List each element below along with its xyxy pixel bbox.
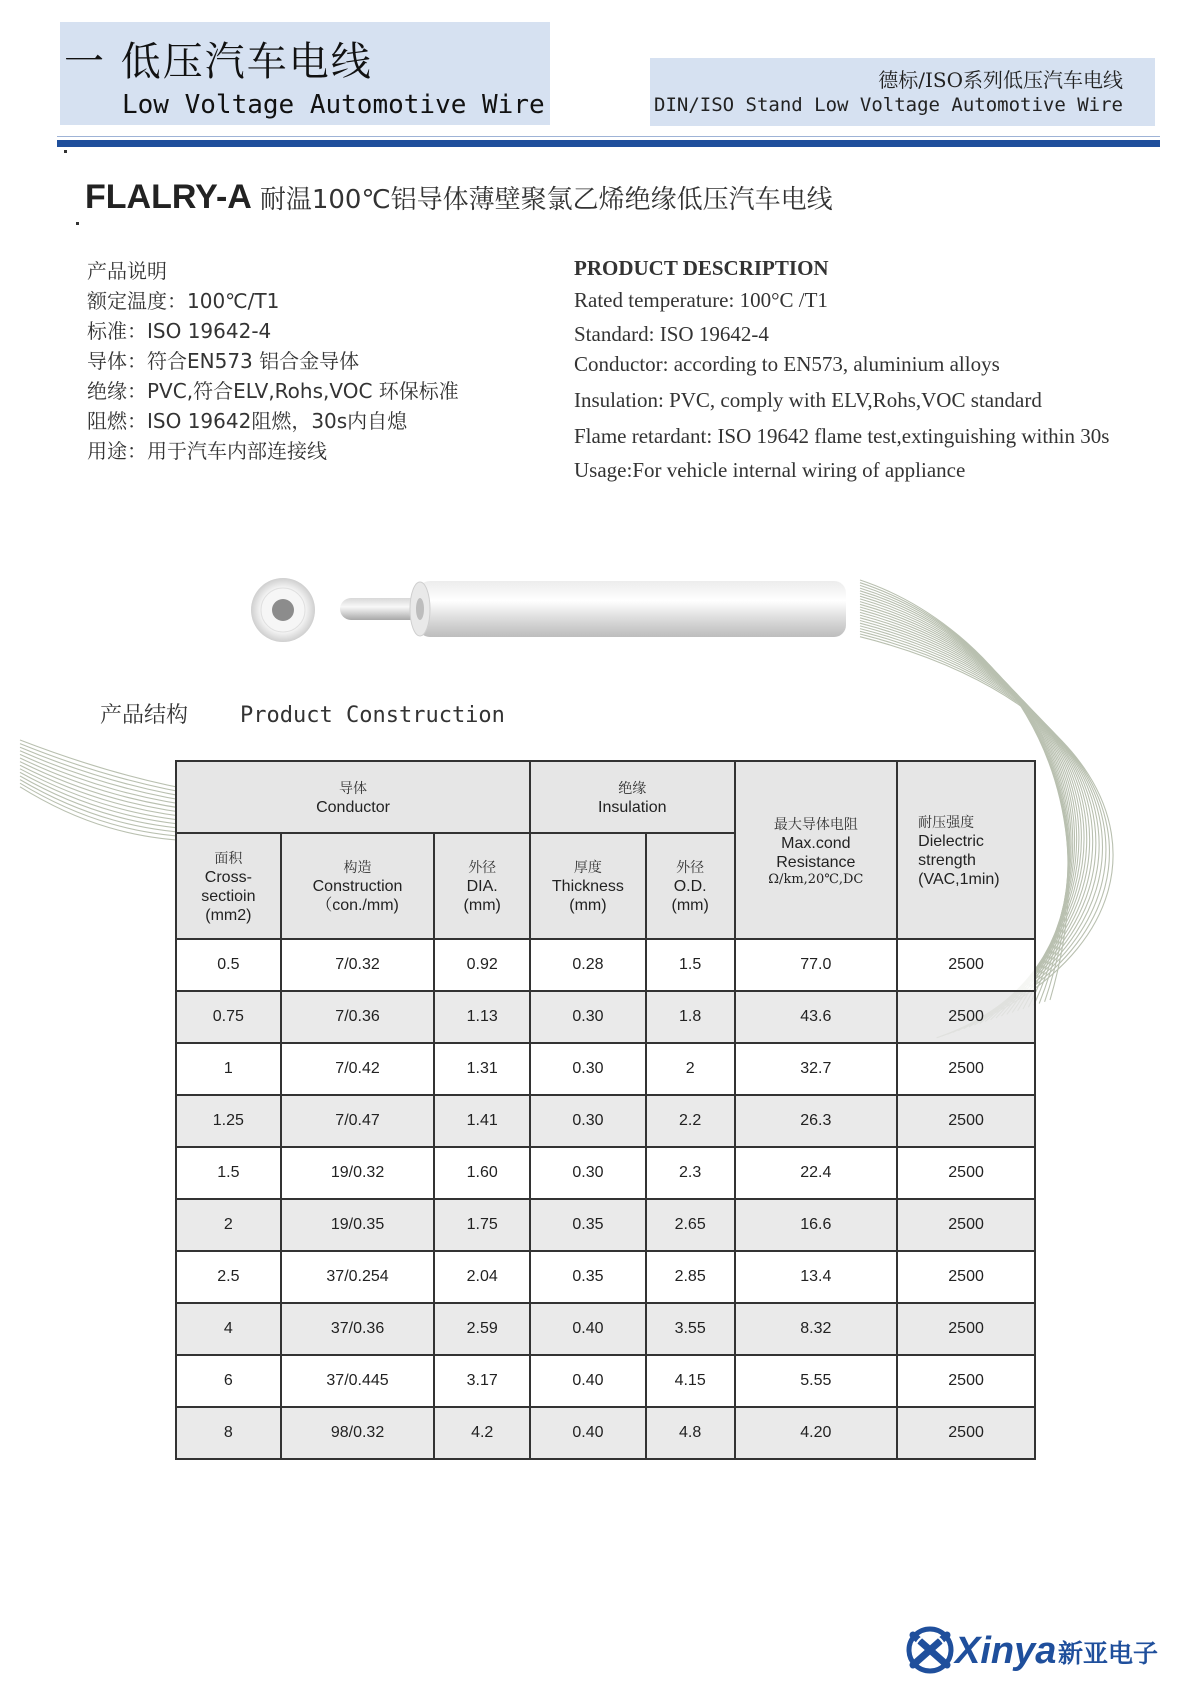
cell-od: 4.15: [646, 1355, 735, 1407]
cell-dielectric: 2500: [897, 1095, 1035, 1147]
header-area-en: sectioin: [201, 887, 256, 905]
table-row: [176, 1199, 1035, 1251]
header-series-box: [650, 58, 1155, 126]
header-dia: [434, 833, 530, 939]
header-construction-unit: （con./mm): [316, 897, 399, 914]
header-construction-zh: 构造: [343, 860, 372, 876]
construction-label-zh: 产品结构: [100, 703, 189, 728]
cell-thickness: 0.30: [530, 991, 646, 1043]
header-resistance: [735, 761, 898, 939]
cell-construction: 98/0.32: [281, 1407, 435, 1459]
cell-thickness: 0.40: [530, 1303, 646, 1355]
description-en-line: Rated temperature: 100°C /T1: [574, 288, 828, 312]
table-row: [176, 1251, 1035, 1303]
header-conductor-en: Conductor: [316, 798, 390, 816]
table-row: [176, 1147, 1035, 1199]
header-thickness-zh: 厚度: [573, 860, 602, 876]
cell-dielectric: 2500: [897, 1043, 1035, 1095]
construction-label-en: Product Construction: [240, 703, 505, 728]
header-dia-zh: 外径: [468, 860, 497, 876]
cell-thickness: 0.35: [530, 1199, 646, 1251]
header-resistance-unit: Ω/km,20℃,DC: [768, 871, 864, 887]
header-dia-en: DIA.: [466, 878, 498, 895]
cell-od: 2.3: [646, 1147, 735, 1199]
product-title: [85, 178, 833, 217]
cell-resistance: 77.0: [735, 939, 898, 991]
cell-thickness: 0.28: [530, 939, 646, 991]
description-zh-line: 绝缘：PVC,符合ELV,Rohs,VOC 环保标准: [87, 379, 459, 403]
speck: [76, 222, 79, 225]
wire-side-view: [340, 581, 846, 637]
header-series-en: DIN/ISO Stand Low Voltage Automotive Wire: [654, 94, 1123, 116]
cell-dia: 4.2: [434, 1407, 530, 1459]
header-dielectric-en: (VAC,1min): [918, 870, 1000, 888]
cell-resistance: 4.20: [735, 1407, 898, 1459]
cell-thickness: 0.30: [530, 1147, 646, 1199]
description-zh-line: 阻燃：ISO 19642阻燃，30s内自熄: [87, 409, 408, 433]
cell-od: 3.55: [646, 1303, 735, 1355]
header-construction: [281, 833, 435, 939]
cell-area: 1: [176, 1043, 281, 1095]
cell-dielectric: 2500: [897, 1407, 1035, 1459]
wire-illustration: [250, 565, 870, 655]
cell-thickness: 0.30: [530, 1043, 646, 1095]
cell-resistance: 8.32: [735, 1303, 898, 1355]
cell-od: 1.8: [646, 991, 735, 1043]
cell-dia: 0.92: [434, 939, 530, 991]
cell-dia: 1.60: [434, 1147, 530, 1199]
cell-area: 2: [176, 1199, 281, 1251]
header-area: [176, 833, 281, 939]
xinya-logo: [905, 1625, 1165, 1675]
header-conductor-zh: 导体: [339, 780, 368, 797]
cell-thickness: 0.30: [530, 1095, 646, 1147]
header-resistance-en: Resistance: [776, 853, 856, 871]
header-construction-en: Construction: [312, 878, 403, 895]
header-resistance-en: Max.cond: [781, 834, 851, 852]
header-area-zh: 面积: [214, 850, 243, 867]
cell-dia: 3.17: [434, 1355, 530, 1407]
description-en-heading: PRODUCT DESCRIPTION: [574, 256, 829, 280]
description-zh-line: 额定温度：100℃/T1: [87, 289, 280, 313]
cell-area: 8: [176, 1407, 281, 1459]
cell-dielectric: 2500: [897, 1251, 1035, 1303]
table-header-row-1: [176, 761, 1035, 833]
cell-resistance: 32.7: [735, 1043, 898, 1095]
cell-thickness: 0.35: [530, 1251, 646, 1303]
description-en-line: Insulation: PVC, comply with ELV,Rohs,VOC standard: [574, 388, 1042, 412]
description-en-line: Standard: ISO 19642-4: [574, 322, 769, 346]
cell-resistance: 22.4: [735, 1147, 898, 1199]
description-zh-line: 产品说明: [87, 259, 167, 283]
table-row: [176, 1095, 1035, 1147]
logo-brand-zh: 新亚电子: [1058, 1639, 1159, 1668]
header-area-unit: (mm2): [205, 906, 252, 924]
cell-construction: 37/0.36: [281, 1303, 435, 1355]
header-thin-rule: [57, 136, 1160, 137]
cell-construction: 37/0.445: [281, 1355, 435, 1407]
header-dielectric-en: strength: [918, 851, 976, 869]
table-row: [176, 939, 1035, 991]
header-od-unit: (mm): [671, 897, 709, 914]
cell-resistance: 43.6: [735, 991, 898, 1043]
cell-area: 0.5: [176, 939, 281, 991]
cell-resistance: 26.3: [735, 1095, 898, 1147]
cell-dia: 1.31: [434, 1043, 530, 1095]
wire-cross-section: [251, 578, 315, 642]
cell-construction: 37/0.254: [281, 1251, 435, 1303]
cell-od: 2: [646, 1043, 735, 1095]
cell-dielectric: 2500: [897, 939, 1035, 991]
cell-construction: 7/0.32: [281, 939, 435, 991]
header-resistance-zh: 最大导体电阻: [773, 816, 858, 833]
header-od: [646, 833, 735, 939]
header-rule: [57, 140, 1160, 147]
logo-brand-en: Xinya: [955, 1630, 1057, 1672]
cell-construction: 19/0.32: [281, 1147, 435, 1199]
header-insulation: [530, 761, 734, 833]
cell-od: 1.5: [646, 939, 735, 991]
cell-area: 4: [176, 1303, 281, 1355]
description-en-line: Conductor: according to EN573, aluminium alloys: [574, 352, 1000, 376]
header-insulation-zh: 绝缘: [618, 780, 647, 797]
header-insulation-en: Insulation: [598, 798, 667, 816]
header-series-zh: 德标/ISO系列低压汽车电线: [878, 68, 1123, 92]
cell-thickness: 0.40: [530, 1355, 646, 1407]
spec-table-body: [176, 939, 1035, 1459]
cell-od: 4.8: [646, 1407, 735, 1459]
header-conductor: [176, 761, 530, 833]
cell-dielectric: 2500: [897, 1147, 1035, 1199]
description-zh: [87, 256, 459, 466]
table-row: [176, 1043, 1035, 1095]
speck: [64, 150, 67, 153]
cell-construction: 7/0.42: [281, 1043, 435, 1095]
cell-area: 1.25: [176, 1095, 281, 1147]
header-title-box: [60, 22, 550, 125]
header-dielectric: [897, 761, 1035, 939]
table-row: [176, 1407, 1035, 1459]
header-dia-unit: (mm): [463, 897, 501, 914]
header-area-en: Cross-: [204, 868, 252, 886]
cell-construction: 19/0.35: [281, 1199, 435, 1251]
cell-dia: 2.59: [434, 1303, 530, 1355]
cell-construction: 7/0.47: [281, 1095, 435, 1147]
cell-od: 2.2: [646, 1095, 735, 1147]
header-thickness-unit: (mm): [569, 897, 607, 914]
cell-construction: 7/0.36: [281, 991, 435, 1043]
description-zh-line: 标准：ISO 19642-4: [87, 319, 272, 343]
header-od-en: O.D.: [673, 878, 707, 895]
cell-od: 2.65: [646, 1199, 735, 1251]
cell-resistance: 5.55: [735, 1355, 898, 1407]
cell-resistance: 16.6: [735, 1199, 898, 1251]
table-row: [176, 1303, 1035, 1355]
cell-dielectric: 2500: [897, 1199, 1035, 1251]
description-zh-line: 导体：符合EN573 铝合金导体: [87, 349, 360, 373]
cell-thickness: 0.40: [530, 1407, 646, 1459]
construction-heading: [100, 698, 505, 729]
cell-resistance: 13.4: [735, 1251, 898, 1303]
cell-dielectric: 2500: [897, 1303, 1035, 1355]
product-name-zh: 耐温100℃铝导体薄壁聚氯乙烯绝缘低压汽车电线: [259, 185, 833, 215]
cell-dia: 1.13: [434, 991, 530, 1043]
cell-od: 2.85: [646, 1251, 735, 1303]
description-zh-line: 用途：用于汽车内部连接线: [87, 439, 327, 463]
header-thickness: [530, 833, 646, 939]
cell-dielectric: 2500: [897, 991, 1035, 1043]
cell-dielectric: 2500: [897, 1355, 1035, 1407]
header-dielectric-zh: 耐压强度: [918, 814, 975, 831]
table-row: [176, 1355, 1035, 1407]
description-en-line: Flame retardant: ISO 19642 flame test,extinguishing within 30s: [574, 424, 1110, 448]
description-en-line: Usage:For vehicle internal wiring of appliance: [574, 458, 966, 482]
xinya-logo-mark: [909, 1629, 951, 1671]
cell-dia: 1.41: [434, 1095, 530, 1147]
cell-area: 6: [176, 1355, 281, 1407]
cell-dia: 1.75: [434, 1199, 530, 1251]
cell-area: 0.75: [176, 991, 281, 1043]
header-od-zh: 外径: [676, 860, 705, 876]
product-code: FLALRY-A: [85, 178, 252, 216]
header-dielectric-en: Dielectric: [918, 832, 984, 850]
header-title-en: Low Voltage Automotive Wire: [122, 90, 545, 120]
header-thickness-en: Thickness: [551, 878, 624, 895]
cell-area: 2.5: [176, 1251, 281, 1303]
cell-dia: 2.04: [434, 1251, 530, 1303]
table-row: [176, 991, 1035, 1043]
cell-area: 1.5: [176, 1147, 281, 1199]
header-title-zh: 一 低压汽车电线: [64, 39, 373, 85]
spec-table: [175, 760, 1036, 1460]
